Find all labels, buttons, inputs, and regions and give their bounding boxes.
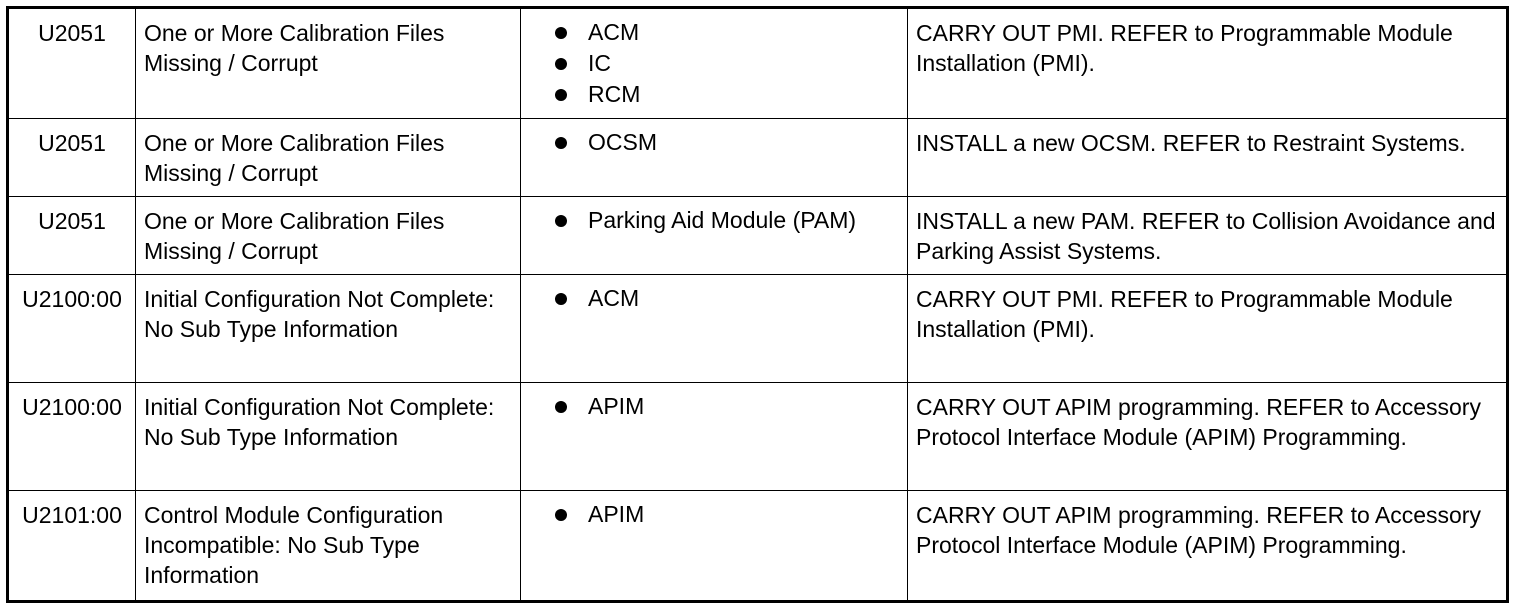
dtc-code-cell: U2101:00 xyxy=(8,491,136,602)
action-cell: CARRY OUT APIM programming. REFER to Accessory Protocol Interface Module (APIM) Programming. xyxy=(908,491,1508,602)
description-cell: Initial Configuration Not Complete: No Sub Type Information xyxy=(136,275,521,383)
bullet-icon xyxy=(555,401,567,413)
table-row xyxy=(8,197,1508,275)
list-item xyxy=(551,47,899,80)
module-label: IC xyxy=(588,50,611,76)
description-cell: One or More Calibration Files Missing / Corrupt xyxy=(136,8,521,119)
module-label: ACM xyxy=(588,19,640,45)
module-cell xyxy=(521,119,908,197)
module-label: OCSM xyxy=(588,129,657,155)
module-label: RCM xyxy=(588,81,641,107)
dtc-code-cell: U2100:00 xyxy=(8,275,136,383)
dtc-code-cell: U2051 xyxy=(8,197,136,275)
list-item xyxy=(551,498,899,531)
bullet-icon xyxy=(555,58,567,70)
description-cell: One or More Calibration Files Missing / Corrupt xyxy=(136,119,521,197)
bullet-icon xyxy=(555,293,567,305)
action-cell: CARRY OUT PMI. REFER to Programmable Module Installation (PMI). xyxy=(908,8,1508,119)
action-cell: INSTALL a new PAM. REFER to Collision Avoidance and Parking Assist Systems. xyxy=(908,197,1508,275)
module-cell xyxy=(521,491,908,602)
dtc-code-cell: U2051 xyxy=(8,119,136,197)
module-cell xyxy=(521,8,908,119)
module-list xyxy=(529,126,899,159)
list-item xyxy=(551,282,899,315)
action-cell: CARRY OUT PMI. REFER to Programmable Module Installation (PMI). xyxy=(908,275,1508,383)
table-row xyxy=(8,119,1508,197)
module-label: Parking Aid Module (PAM) xyxy=(588,207,857,233)
module-list xyxy=(529,498,899,531)
module-label: ACM xyxy=(588,285,640,311)
action-cell: INSTALL a new OCSM. REFER to Restraint Systems. xyxy=(908,119,1508,197)
bullet-icon xyxy=(555,137,567,149)
bullet-icon xyxy=(555,89,567,101)
bullet-icon xyxy=(555,27,567,39)
module-list xyxy=(529,282,899,315)
module-label: APIM xyxy=(588,393,645,419)
module-list xyxy=(529,204,899,237)
table-row xyxy=(8,8,1508,119)
list-item xyxy=(551,126,899,159)
module-list xyxy=(529,390,899,423)
bullet-icon xyxy=(555,509,567,521)
action-cell: CARRY OUT APIM programming. REFER to Accessory Protocol Interface Module (APIM) Programming. xyxy=(908,383,1508,491)
list-item xyxy=(551,78,899,111)
description-cell: Control Module Configuration Incompatible: No Sub Type Information xyxy=(136,491,521,602)
module-label: APIM xyxy=(588,501,645,527)
module-list xyxy=(529,16,899,111)
table-row xyxy=(8,275,1508,383)
module-cell xyxy=(521,275,908,383)
list-item xyxy=(551,204,899,237)
bullet-icon xyxy=(555,215,567,227)
dtc-code-cell: U2051 xyxy=(8,8,136,119)
module-cell xyxy=(521,197,908,275)
description-cell: One or More Calibration Files Missing / Corrupt xyxy=(136,197,521,275)
list-item xyxy=(551,16,899,49)
dtc-table xyxy=(6,6,1509,603)
table-row xyxy=(8,491,1508,602)
description-cell: Initial Configuration Not Complete: No Sub Type Information xyxy=(136,383,521,491)
list-item xyxy=(551,390,899,423)
dtc-code-cell: U2100:00 xyxy=(8,383,136,491)
table-row xyxy=(8,383,1508,491)
module-cell xyxy=(521,383,908,491)
